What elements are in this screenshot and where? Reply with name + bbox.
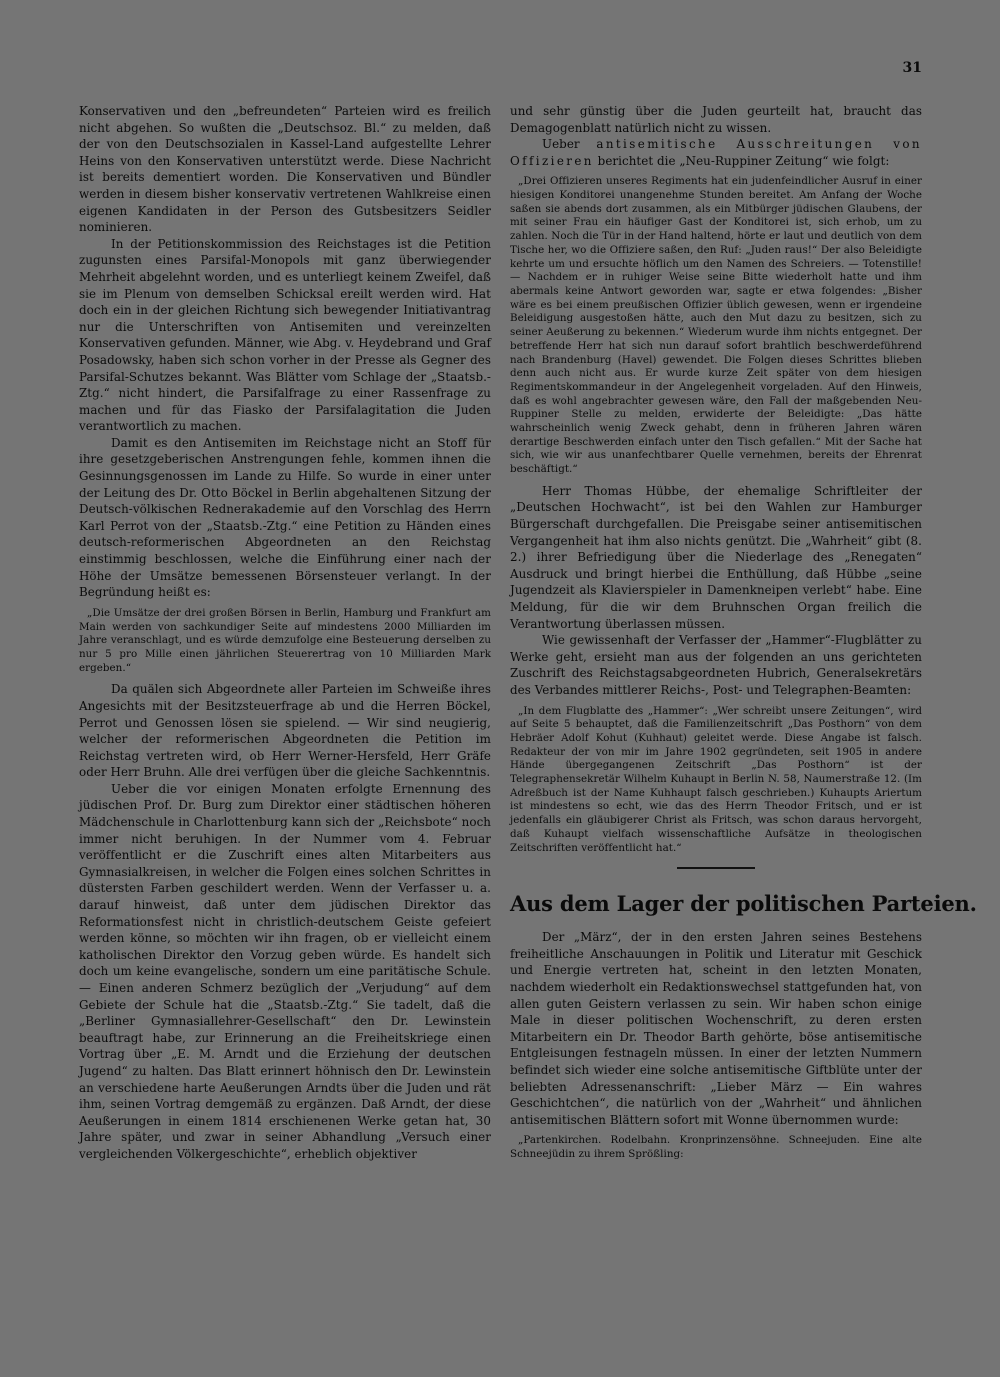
section-divider <box>677 867 755 869</box>
paragraph <box>510 136 922 169</box>
left-column <box>79 103 491 1163</box>
paragraph: Wie gewissenhaft der Verfasser der „Hammer“-Flugblätter zu Werke geht, ersieht man aus der folgenden an uns gerichteten Zuschrift des Reichstagsabgeordneten Hubrich, Generalsekretärs des Verbandes mittlerer Reichs-, Post- und Telegraphen-Beamten: <box>510 633 922 697</box>
block-quote: „Partenkirchen. Rodelbahn. Kronprinzensöhne. Schneejuden. Eine alte Schneejüdin zu ihrem Sprößling: <box>510 1134 922 1161</box>
block-quote: „Drei Offizieren unseres Regiments hat ein judenfeindlicher Ausruf in einer hiesigen Konditorei unangenehme Stunden bereitet. Am Anfang der Woche saßen sie abends dort zusammen, als ein Mitbürger jüdischen Glaubens, der mit seiner Frau ein häufiger Gast der Konditorei ist, sich erhob, um zu zahlen. Noch die Tür in der Hand haltend, hörte er laut und deutlich von dem Tische her, wo die Offiziere saßen, den Ruf: „Juden raus!“ Der also Beleidigte kehrte um und ersuchte höflich um den Namen des Schreiers. — Totenstille! — Nachdem er in ruhiger Weise seine Bitte wiederholt hatte und ihm abermals keine Antwort geworden war, sagte er etwa folgendes: „Bisher wäre es bei einem preußischen Offizier üblich gewesen, wenn er irgendeine Beleidigung ausgestoßen hätte, auch den Mut dazu zu besitzen, sich zu seiner Aeußerung zu bekennen.“ Wiederum wurde ihm nichts entgegnet. Der betreffende Herr hat sich nun darauf sofort brahtlich beschwerdeführend nach Brandenburg (Havel) gewendet. Die Folgen dieses Schrittes blieben denn auch nicht aus. Er wurde kurze Zeit später von dem hiesigen Regimentskommandeur in der Angelegenheit vorgeladen. Auf den Hinweis, daß es wohl angebrachter gewesen wäre, den Fall der maßgebenden Neu-Ruppiner Stelle zu melden, erwiderte der Beleidigte: „Das hätte wahrscheinlich wenig Zweck gehabt, denn in früheren Jahren wären derartige Beschwerden einfach unter den Tisch gefallen.“ Mit der Sache hat sich, wie wir aus unanfechtbarer Quelle vernehmen, bereits der Ehrenrat beschäftigt.“ <box>510 175 922 476</box>
right-column <box>510 103 977 1168</box>
paragraph: Damit es den Antisemiten im Reichstage nicht an Stoff für ihre gesetzgeberischen Anstrengungen fehle, kommen ihnen die Gesinnungsgenossen im Lande zu Hilfe. So wurde in einer unter der Leitung des Dr. Otto Böckel in Berlin abgehaltenen Sitzung der Deutsch-völkischen Rednerakademie auf den Vorschlag des Herrn Karl Perrot von der „Staatsb.-Ztg.“ eine Petition zu Händen eines deutsch-reformerischen Abgeordneten an den Reichstag einstimmig beschlossen, welche die Einführung einer nach der Höhe der Umsätze bemessenen Börsensteuer verlangt. In der Begründung heißt es: <box>79 435 491 600</box>
text-run: berichtet die „Neu-Ruppiner Zeitung“ wie folgt: <box>593 153 890 168</box>
paragraph: Da quälen sich Abgeordnete aller Parteien im Schweiße ihres Angesichts mit der Besitzsteuerfrage ab und die Herren Böckel, Perrot und Genossen lösen sie spielend. — Wir sind neugierig, welcher der reformerischen Abgeordneten die Petition im Reichstag vertreten wird, ob Herr Werner-Hersfeld, Herr Gräfe oder Herr Bruhn. Alle drei verfügen über die gleiche Sachkenntnis. <box>79 682 491 780</box>
spaced-emphasis: antisemitische Ausschreitungen von Offizieren <box>510 137 922 168</box>
section-headline: Aus dem Lager der politischen Parteien. <box>510 891 977 917</box>
paragraph: Der „März“, der in den ersten Jahren seines Bestehens freiheitliche Anschauungen in Politik und Literatur mit Geschick und Energie vertreten hat, scheint in den letzten Monaten, nachdem wiederholt ein Redaktionswechsel stattgefunden hat, von allen guten Geistern verlassen zu sein. Wir haben schon einige Male in dieser politischen Wochenschrift, zu deren ersten Mitarbeitern ein Dr. Theodor Barth gehörte, böse antisemitische Entgleisungen festnageln müssen. In einer der letzten Nummern befindet sich wieder eine solche antisemitische Giftblüte unter der beliebten Adressenanschrift: „Lieber März — Ein wahres Geschichtchen“, die natürlich von der „Wahrheit“ und ähnlichen antisemitischen Blättern sofort mit Wonne übernommen wurde: <box>510 930 922 1127</box>
paragraph: und sehr günstig über die Juden geurteilt hat, braucht das Demagogenblatt natürlich nicht zu wissen. <box>510 104 922 135</box>
block-quote: „Die Umsätze der drei großen Börsen in Berlin, Hamburg und Frankfurt am Main werden von sachkundiger Seite auf mindestens 2000 Milliarden im Jahre veranschlagt, und es würde demzufolge eine Besteuerung derselben zu nur 5 pro Mille einen jährlichen Steuerertrag von 10 Milliarden Mark ergeben.“ <box>79 606 491 674</box>
paragraph: In der Petitionskommission des Reichstages ist die Petition zugunsten eines Parsifal-Monopols mit ganz überwiegender Mehrheit abgelehnt worden, und es unterliegt keinem Zweifel, daß sie im Plenum von demselben Schicksal ereilt werden wird. Hat doch ein in der gleichen Richtung sich bewegender Initiativantrag nur die Unterschriften von Antisemiten und vereinzelten Konservativen gefunden. Männer, wie Abg. v. Heydebrand und Graf Posadowsky, haben sich schon vorher in der Presse als Gegner des Parsifal-Schutzes bekannt. Was Blätter vom Schlage der „Staatsb.-Ztg.“ nicht hindert, die Parsifalfrage zu einer Rassenfrage zu machen und für das Fiasko der Parsifalagitation die Juden verantwortlich zu machen. <box>79 236 491 434</box>
text-run: Ueber <box>542 137 597 152</box>
paragraph: Herr Thomas Hübbe, der ehemalige Schriftleiter der „Deutschen Hochwacht“, ist bei den Wahlen zur Hamburger Bürgerschaft durchgefallen. Die Preisgabe seiner antisemitischen Vergangenheit hat ihm also nichts genützt. Die „Wahrheit“ gibt (8. 2.) ihrer Befriedigung über die Niederlage des „Renegaten“ Ausdruck und bringt hierbei die Enthüllung, daß Hübbe „seine Jugendzeit als Klavierspieler in Damenkneipen verlebt“ habe. Eine Meldung, für die wir dem Bruhnschen Organ freilich die Verantwortung überlassen müssen. <box>510 483 922 631</box>
page-number: 31 <box>902 60 922 76</box>
paragraph: Konservativen und den „befreundeten“ Parteien wird es freilich nicht abgehen. So wußten die „Deutschsoz. Bl.“ zu melden, daß der von den Deutschsozialen in Kassel-Land aufgestellte Lehrer Heins von den Konservativen unterstützt werde. Diese Nachricht ist bereits dementiert worden. Die Konservativen und Bündler werden in diesem bisher konservativ vertretenen Wahlkreise einen eigenen Kandidaten in der Person des Gutsbesitzers Seidler nominieren. <box>79 104 491 235</box>
block-quote: „In dem Flugblatte des „Hammer“: „Wer schreibt unsere Zeitungen“, wird auf Seite 5 behauptet, daß die Familienzeitschrift „Das Posthorn“ von dem Hebräer Adolf Kohut (Kuhhaut) geleitet werde. Diese Angabe ist falsch. Redakteur der von mir im Jahre 1902 gegründeten, seit 1905 in andere Hände übergegangenen Zeitschrift „Das Posthorn“ ist der Telegraphensekretär Wilhelm Kuhaupt in Berlin N. 58, Naumerstraße 12. (Im Adreßbuch ist der Name Kuhhaupt falsch geschrieben.) Kuhaupts Ariertum ist mindestens so echt, wie das des Herrn Theodor Fritsch, und er ist jedenfalls ein gläubigerer Christ als Fritsch, was schon daraus hervorgeht, daß Kuhaupt vielfach wissenschaftliche Aufsätze in theologischen Zeitschriften veröffentlicht hat.“ <box>510 704 922 854</box>
paragraph: Ueber die vor einigen Monaten erfolgte Ernennung des jüdischen Prof. Dr. Burg zum Direktor einer städtischen höheren Mädchenschule in Charlottenburg kann sich der „Reichsbote“ noch immer nicht beruhigen. In der Nummer vom 4. Februar veröffentlicht er die Zuschrift eines alten Mitarbeiters aus Gymnasialkreisen, in welcher die Folgen eines solchen Schrittes in düstersten Farben geschildert werden. Wenn der Verfasser u. a. darauf hinweist, daß unter dem jüdischen Direktor das Reformationsfest nicht in christlich-deutschem Geiste gefeiert werden könne, so möchten wir ihn fragen, ob er vielleicht einem katholischen Direktor den Vorzug geben würde. Es handelt sich doch um keine evangelische, sondern um eine paritätische Schule. — Einen anderen Schmerz bezüglich der „Verjudung“ auf dem Gebiete der Schule hat die „Staatsb.-Ztg.“ Sie tadelt, daß die „Berliner Gymnasiallehrer-Gesellschaft“ den Dr. Lewinstein beauftragt habe, zur Erinnerung an die Freiheitskriege einen Vortrag über „E. M. Arndt und die Erziehung der deutschen Jugend“ zu halten. Das Blatt erinnert höhnisch den Dr. Lewinstein an verschiedene harte Aeußerungen Arndts über die Juden und rät ihm, seinen Vortrag demgemäß zu ergänzen. Daß Arndt, der diese Aeußerungen in einem 1814 erschienenen Werke getan hat, 30 Jahre später, und zwar in seiner Abhandlung „Versuch einer vergleichenden Völkergeschichte“, erheblich objektiver <box>79 781 491 1161</box>
